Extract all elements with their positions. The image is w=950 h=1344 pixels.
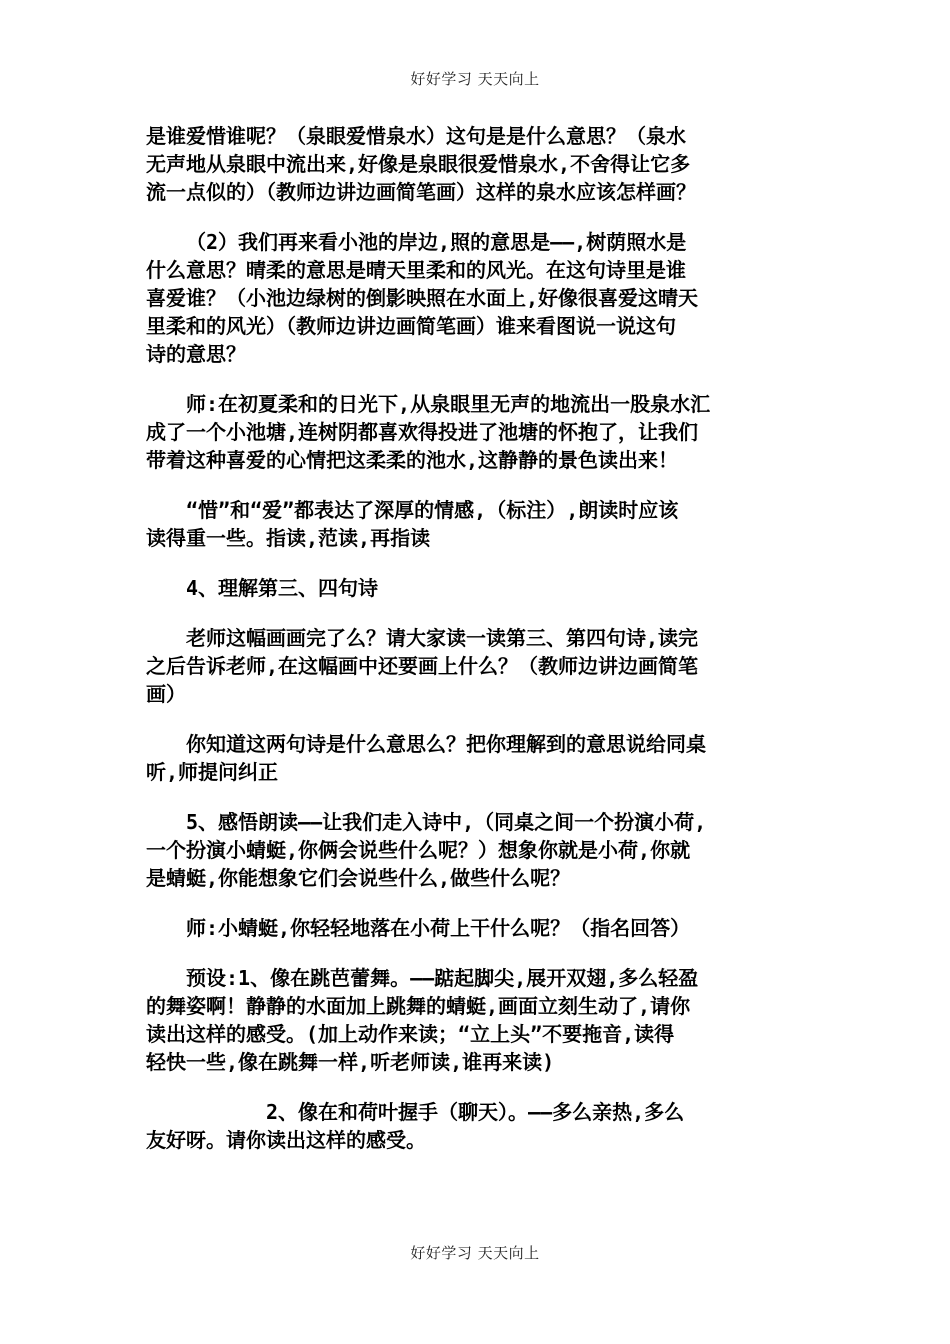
text-line: 之后告诉老师,在这幅画中还要画上什么？（教师边讲边画简笔 [146,654,699,678]
text-line: 画） [146,682,186,706]
paragraph-11 [146,1098,818,1154]
document-body [146,122,818,1176]
paragraph-5 [146,574,818,602]
text-line: 友好呀。请你读出这样的感受。 [146,1128,426,1152]
text-line: 带着这种喜爱的心情把这柔柔的池水,这静静的景色读出来！ [146,448,679,472]
text-line: 无声地从泉眼中流出来,好像是泉眼很爱惜泉水,不舍得让它多 [146,152,691,176]
text-line: 喜爱谁？（小池边绿树的倒影映照在水面上,好像很喜爱这晴天 [146,286,699,310]
paragraph-2 [146,228,818,368]
text-line: 师:小蜻蜓,你轻轻地落在小荷上干什么呢？（指名回答） [186,916,691,940]
paragraph-6 [146,624,818,708]
text-line: 轻快一些,像在跳舞一样,听老师读,谁再来读) [146,1050,555,1074]
paragraph-7 [146,730,818,786]
text-line: 诗的意思？ [146,342,246,366]
text-line: 老师这幅画画完了么？请大家读一读第三、第四句诗,读完 [186,626,699,650]
paragraph-10 [146,964,818,1076]
text-line: 2、像在和荷叶握手（聊天）。——多么亲热,多么 [266,1100,685,1124]
text-line: 什么意思？晴柔的意思是晴天里柔和的风光。在这句诗里是谁 [146,258,686,282]
text-line: 5、感悟朗读——让我们走入诗中,（同桌之间一个扮演小荷, [186,810,707,834]
text-line: 师:在初夏柔和的日光下,从泉眼里无声的地流出一股泉水汇 [186,392,711,416]
text-line: 是谁爱惜谁呢？（泉眼爱惜泉水）这句是是什么意思？（泉水 [146,124,686,148]
text-line: 听,师提问纠正 [146,760,279,784]
text-line: 里柔和的风光）（教师边讲边画简笔画）谁来看图说一说这句 [146,314,676,338]
paragraph-8 [146,808,818,892]
text-line: 读得重一些。指读,范读,再指读 [146,526,431,550]
text-line: 预设:1、像在跳芭蕾舞。——踮起脚尖,展开双翅,多么轻盈 [186,966,699,990]
text-line: 成了一个小池塘,连树阴都喜欢得投进了池塘的怀抱了，让我们 [146,420,699,444]
text-line: 你知道这两句诗是什么意思么？把你理解到的意思说给同桌 [186,732,706,756]
paragraph-4 [146,496,818,552]
paragraph-1 [146,122,818,206]
paragraph-3 [146,390,818,474]
text-line: （2）我们再来看小池的岸边,照的意思是——,树荫照水是 [186,230,687,254]
text-line: 是蜻蜓,你能想象它们会说些什么,做些什么呢？ [146,866,571,890]
section-heading: 4、理解第三、四句诗 [186,576,379,600]
text-line: 流一点似的）（教师边讲边画简笔画）这样的泉水应该怎样画？ [146,180,696,204]
page-footer: 好好学习 天天向上 [410,1244,540,1262]
text-line: “惜”和“爱”都表达了深厚的情感,（标注）,朗读时应该 [186,498,679,522]
text-line: 的舞姿啊！静静的水面加上跳舞的蜻蜓,画面立刻生动了,请你 [146,994,691,1018]
text-line: 读出这样的感受。(加上动作来读；“立上头”不要拖音,读得 [146,1022,675,1046]
text-line: 一个扮演小蜻蜓,你俩会说些什么呢？）想象你就是小荷,你就 [146,838,691,862]
paragraph-9 [146,914,818,942]
page-header: 好好学习 天天向上 [410,70,540,88]
